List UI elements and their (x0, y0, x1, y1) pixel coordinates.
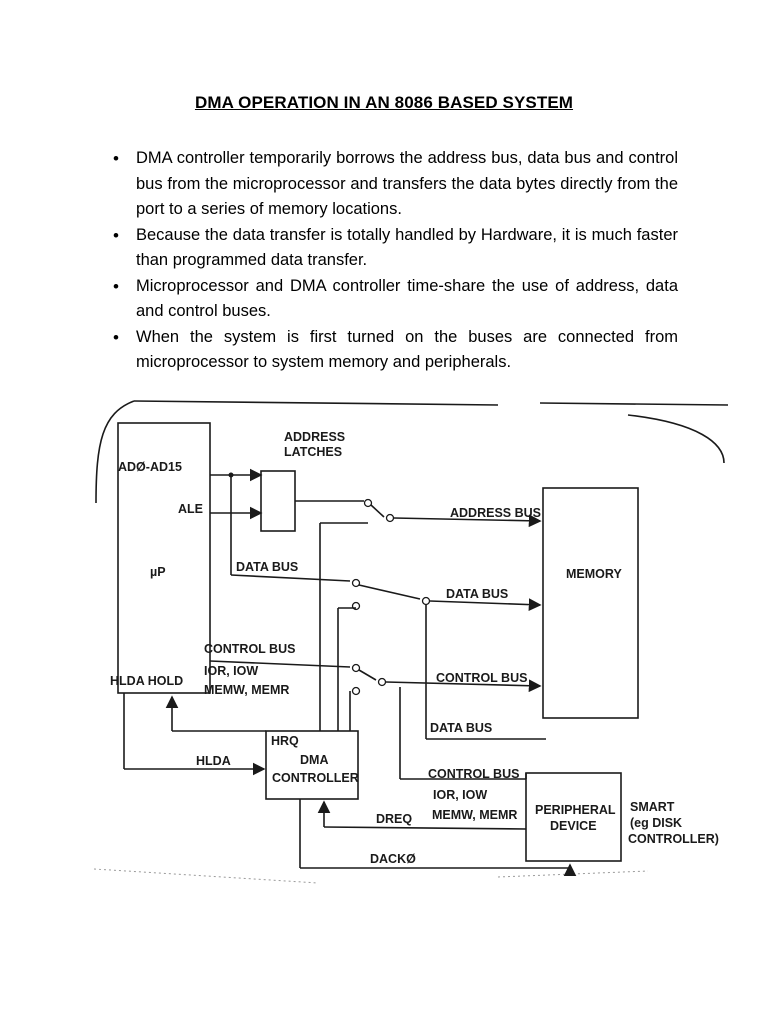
memory-box (543, 488, 638, 718)
memw-memr-up-label: MEMW, MEMR (204, 683, 290, 697)
hrq-label: HRQ (271, 734, 299, 748)
ad-lines-label: ADØ-AD15 (118, 460, 182, 474)
data-bus-up-label: DATA BUS (236, 560, 299, 574)
smart-label-1: SMART (630, 800, 675, 814)
data-bus-mem-label: DATA BUS (446, 587, 509, 601)
frame-top-right (540, 403, 728, 405)
control-bus-mem-label: CONTROL BUS (436, 671, 528, 685)
dma-block-diagram (88, 393, 728, 893)
memw-memr-periph-label: MEMW, MEMR (432, 808, 518, 822)
peripheral-label-1: PERIPHERAL (535, 803, 616, 817)
control-bus-periph-label: CONTROL BUS (428, 767, 520, 781)
up-label: µP (150, 565, 166, 579)
hlda-label: HLDA (196, 754, 231, 768)
bullet-item: • Microprocessor and DMA controller time-share the use of address, data and control buses. (113, 274, 678, 325)
ior-iow-periph-label: IOR, IOW (433, 788, 488, 802)
address-latches-box (261, 471, 295, 531)
frame-edge (96, 401, 134, 503)
dack-label: DACKØ (370, 852, 416, 866)
bullet-item: • When the system is first turned on the buses are connected from microprocessor to system memory and peripherals. (113, 325, 678, 376)
dma-label-2: CONTROLLER (272, 771, 359, 785)
frame-right (628, 415, 724, 463)
ale-label: ALE (178, 502, 203, 516)
smart-label-2: (eg DISK (630, 816, 683, 830)
address-latches-label-1: ADDRESS (284, 430, 346, 444)
ior-iow-up-label: IOR, IOW (204, 664, 259, 678)
frame-top (134, 401, 498, 405)
data-bus-periph-label: DATA BUS (430, 721, 493, 735)
peripheral-device-box (526, 773, 621, 861)
address-latches-label-2: LATCHES (284, 445, 343, 459)
smart-label-3: CONTROLLER) (628, 832, 719, 846)
bullet-item: • Because the data transfer is totally handled by Hardware, it is much faster than programmed data transfer. (113, 223, 678, 274)
bullet-list (113, 146, 678, 376)
dma-label-1: DMA (300, 753, 329, 767)
hlda-hold-label: HLDA HOLD (110, 674, 184, 688)
address-bus-label: ADDRESS BUS (450, 506, 541, 520)
page-title: DMA OPERATION IN AN 8086 BASED SYSTEM (194, 93, 574, 112)
control-bus-up-label: CONTROL BUS (204, 642, 296, 656)
peripheral-label-2: DEVICE (550, 819, 597, 833)
bullet-item: • DMA controller temporarily borrows the address bus, data bus and control bus from the microprocessor and transfers the data bytes directly from the port to a series of memory locations. (113, 146, 678, 223)
dreq-label: DREQ (376, 812, 413, 826)
memory-label: MEMORY (566, 567, 622, 581)
